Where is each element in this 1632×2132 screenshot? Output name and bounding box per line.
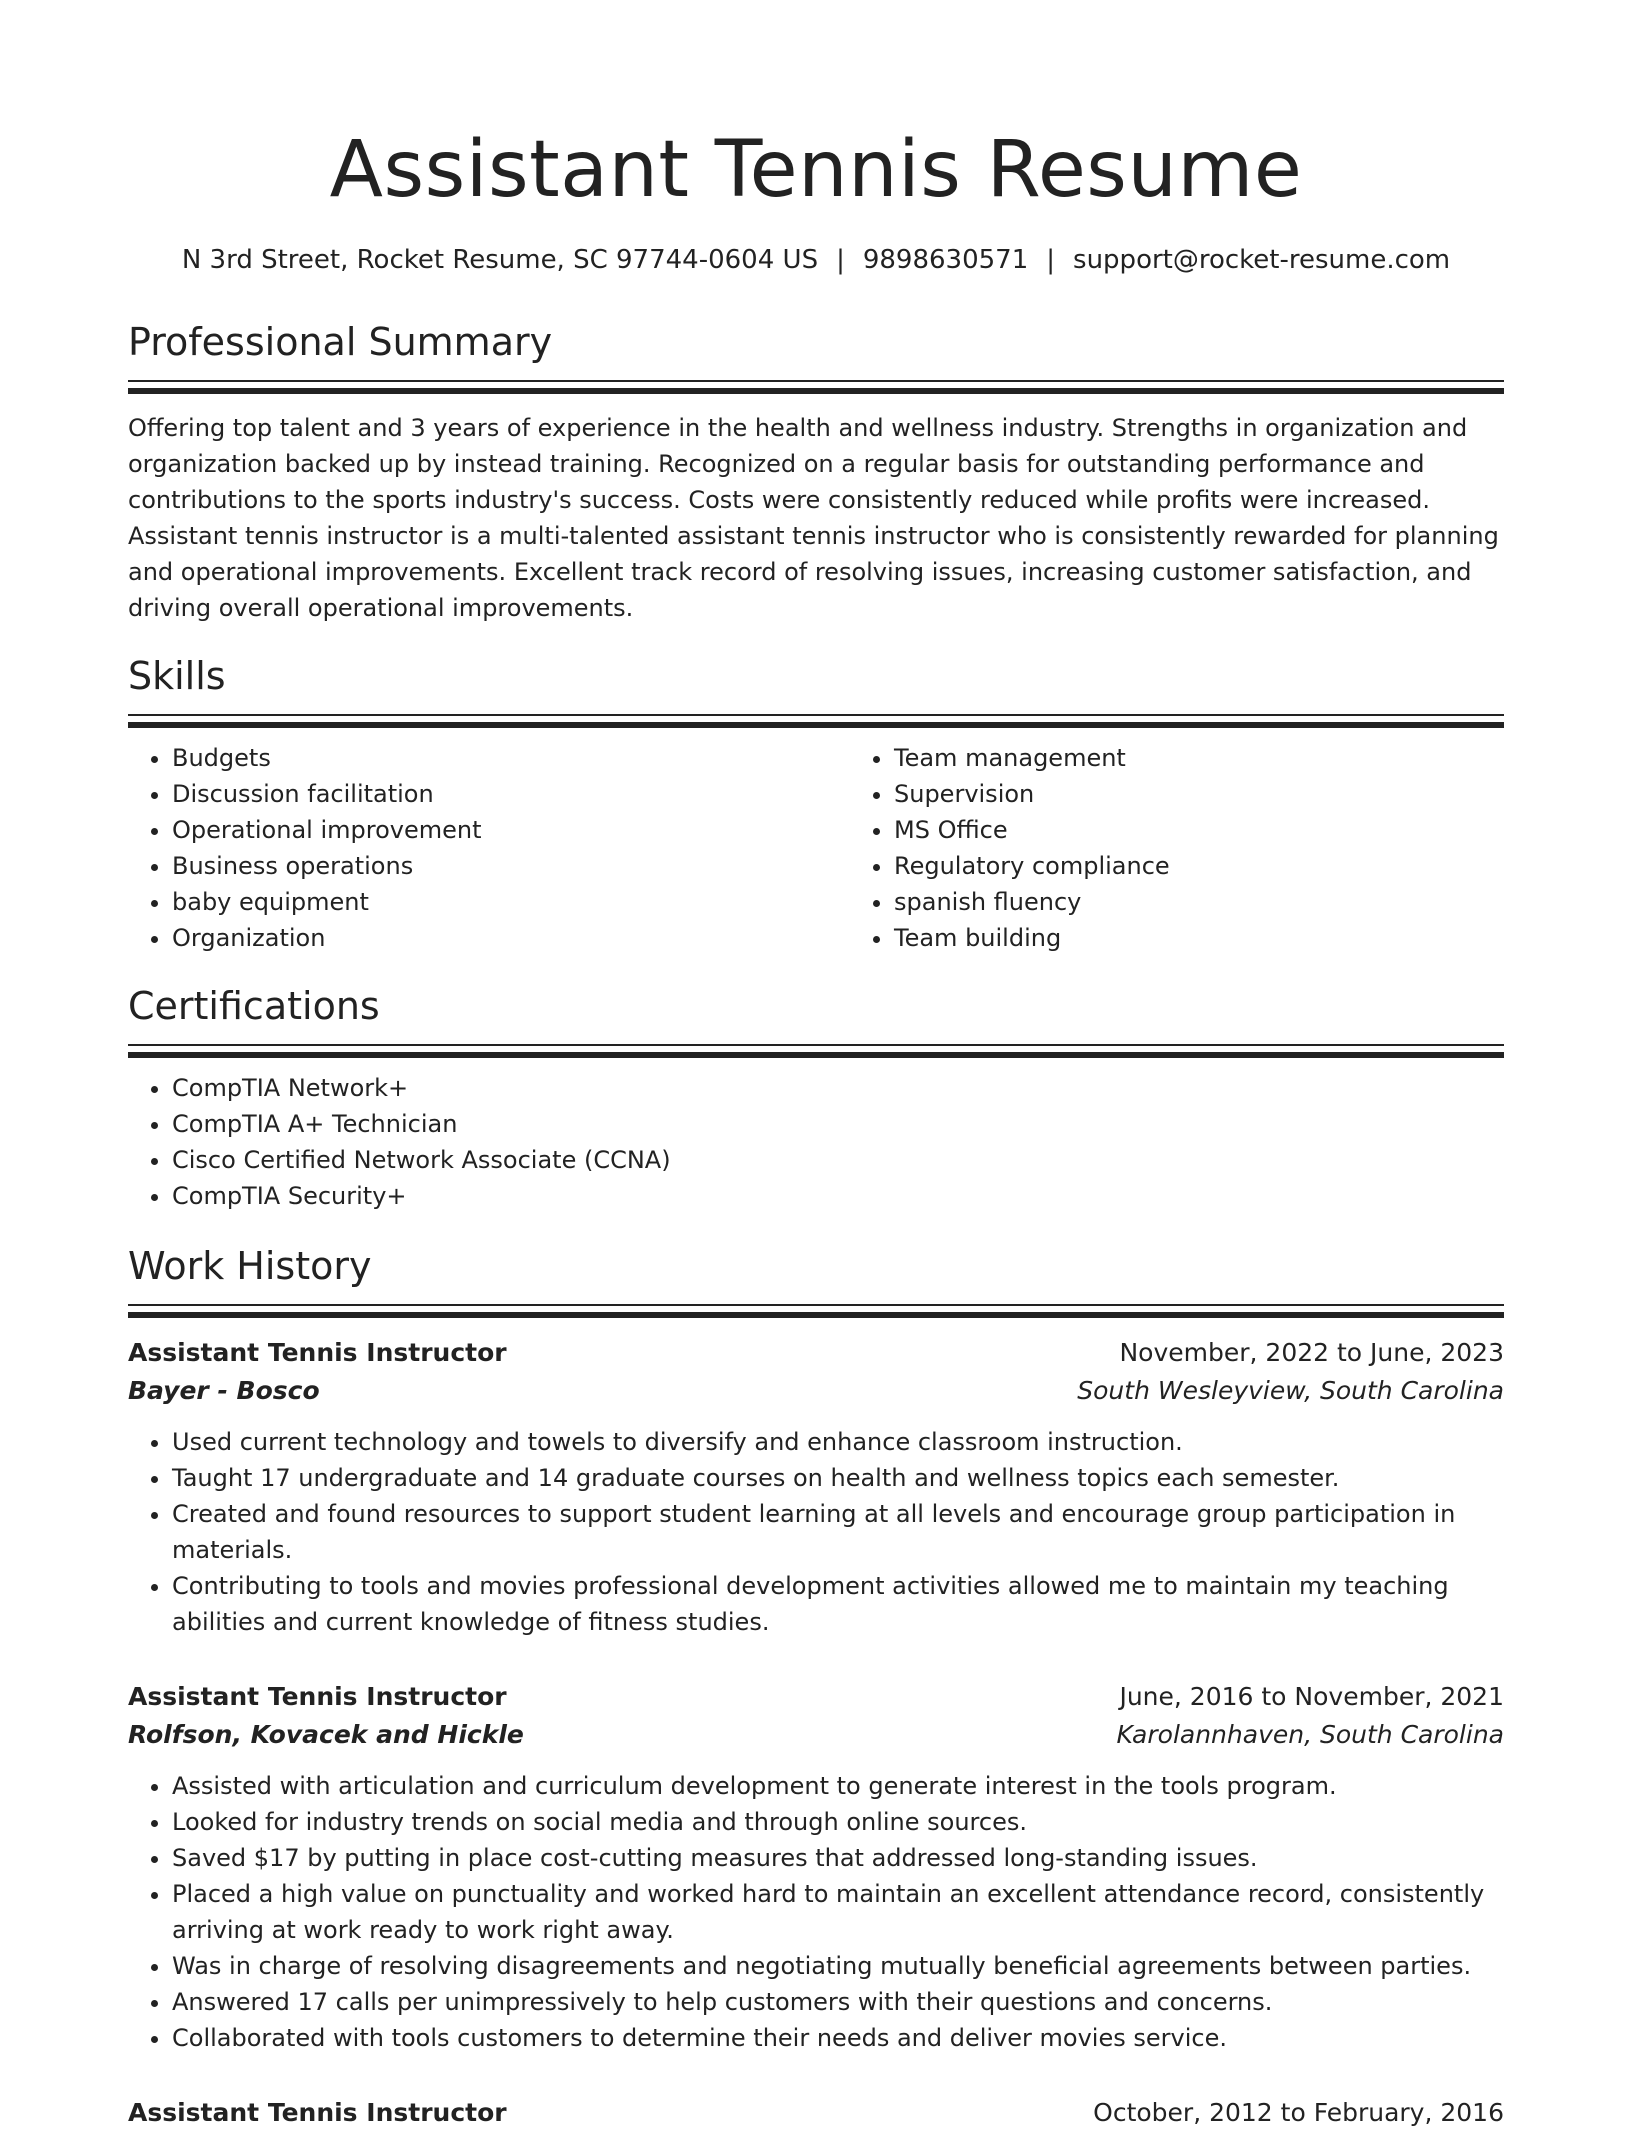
section-divider	[128, 1304, 1504, 1318]
job-subheader	[128, 1372, 1504, 1410]
job-bullet: • Taught 17 undergraduate and 14 graduate courses on health and wellness topics each semester.	[172, 1460, 1504, 1496]
job-bullet: • Contributing to tools and movies professional development activities allowed me to maintain my teaching abilities and current knowledge of fitness studies.	[172, 1568, 1504, 1640]
job-title: Assistant Tennis Instructor	[128, 1682, 507, 1711]
certifications-list	[128, 1070, 1504, 1214]
job-company: Rolfson, Kovacek and Hickle	[128, 1720, 524, 1749]
skill-item: • Budgets	[172, 740, 850, 776]
certifications-section	[128, 982, 1504, 1214]
contact-separator: |	[1046, 245, 1056, 275]
job-bullet: • Placed a high value on punctuality and worked hard to maintain an excellent attendance record, consistently arriving at work ready to work right away.	[172, 1876, 1504, 1948]
certification-item: • CompTIA Security+	[172, 1178, 1504, 1214]
certification-item: • Cisco Certified Network Associate (CCNA)	[172, 1142, 1504, 1178]
skills-section	[128, 652, 1504, 956]
job-entry	[128, 1678, 1504, 2056]
certification-item: • CompTIA Network+	[172, 1070, 1504, 1106]
job-location: South Wesleyview, South Carolina	[1077, 1376, 1504, 1405]
skill-item: • Operational improvement	[172, 812, 850, 848]
contact-separator: |	[836, 245, 845, 275]
job-header	[128, 1334, 1504, 1372]
job-entry	[128, 2094, 1504, 2132]
job-title: Assistant Tennis Instructor	[128, 1338, 507, 1367]
job-dates: November, 2022 to June, 2023	[1119, 1338, 1504, 1367]
job-company: Bayer - Bosco	[128, 1376, 320, 1405]
skill-item: • Team management	[894, 740, 1572, 776]
section-title-certifications: Certifications	[128, 984, 380, 1028]
skills-list-right	[850, 740, 1572, 956]
job-bullet: • Looked for industry trends on social media and through online sources.	[172, 1804, 1504, 1840]
skill-item: • Team building	[894, 920, 1572, 956]
job-header	[128, 2094, 1504, 2132]
job-header	[128, 1678, 1504, 1716]
section-title-work-history: Work History	[128, 1244, 372, 1288]
resume-page	[128, 0, 1504, 2132]
job-bullet: • Collaborated with tools customers to determine their needs and deliver movies service.	[172, 2020, 1504, 2056]
skill-item: • baby equipment	[172, 884, 850, 920]
job-bullet: • Created and found resources to support student learning at all levels and encourage group participation in materials.	[172, 1496, 1504, 1568]
job-location: Karolannhaven, South Carolina	[1116, 1720, 1504, 1749]
skill-item: • MS Office	[894, 812, 1572, 848]
contact-email[interactable]: support@rocket-resume.com	[1073, 245, 1451, 275]
job-dates: October, 2012 to February, 2016	[1093, 2098, 1504, 2127]
skill-item: • Organization	[172, 920, 850, 956]
skill-item: • Supervision	[894, 776, 1572, 812]
skill-item: • Discussion facilitation	[172, 776, 850, 812]
job-bullet: • Saved $17 by putting in place cost-cutting measures that addressed long-standing issues.	[172, 1840, 1504, 1876]
job-bullets	[128, 1768, 1504, 2056]
section-divider	[128, 1044, 1504, 1058]
resume-title: Assistant Tennis Resume	[329, 125, 1303, 215]
job-bullets	[128, 1424, 1504, 1640]
job-entry	[128, 1334, 1504, 1640]
contact-address: N 3rd Street, Rocket Resume, SC 97744-0604 US	[181, 245, 819, 275]
section-divider	[128, 380, 1504, 394]
certification-item: • CompTIA A+ Technician	[172, 1106, 1504, 1142]
job-bullet: • Used current technology and towels to diversify and enhance classroom instruction.	[172, 1424, 1504, 1460]
skill-item: • Business operations	[172, 848, 850, 884]
summary-section	[128, 318, 1504, 626]
skills-list-left	[128, 740, 850, 956]
job-bullet: • Was in charge of resolving disagreements and negotiating mutually beneficial agreements between parties.	[172, 1948, 1504, 1984]
contact-phone: 9898630571	[862, 245, 1029, 275]
section-title-summary: Professional Summary	[128, 320, 553, 364]
summary-text: Offering top talent and 3 years of experience in the health and wellness industry. Strengths in organization and organization backed up by instead training. Recognized on a regular basis for outstanding performance and contributions to the sports industry's success. Costs were consistently reduced while profits were increased. Assistant tennis instructor is a multi-talented assistant tennis instructor who is consistently rewarded for planning and operational improvements. Excellent track record of resolving issues, increasing customer satisfaction, and driving overall operational improvements.	[128, 414, 1499, 622]
job-bullet: • Answered 17 calls per unimpressively to help customers with their questions and concerns.	[172, 1984, 1504, 2020]
skills-grid	[128, 740, 1504, 956]
section-title-skills: Skills	[128, 654, 226, 698]
contact-line	[128, 242, 1504, 278]
skill-item: • Regulatory compliance	[894, 848, 1572, 884]
job-bullet: • Assisted with articulation and curriculum development to generate interest in the tools program.	[172, 1768, 1504, 1804]
job-dates: June, 2016 to November, 2021	[1119, 1682, 1504, 1711]
skill-item: • spanish fluency	[894, 884, 1572, 920]
job-subheader	[128, 1716, 1504, 1754]
section-divider	[128, 714, 1504, 728]
work-history-section	[128, 1242, 1504, 2132]
job-title: Assistant Tennis Instructor	[128, 2098, 507, 2127]
